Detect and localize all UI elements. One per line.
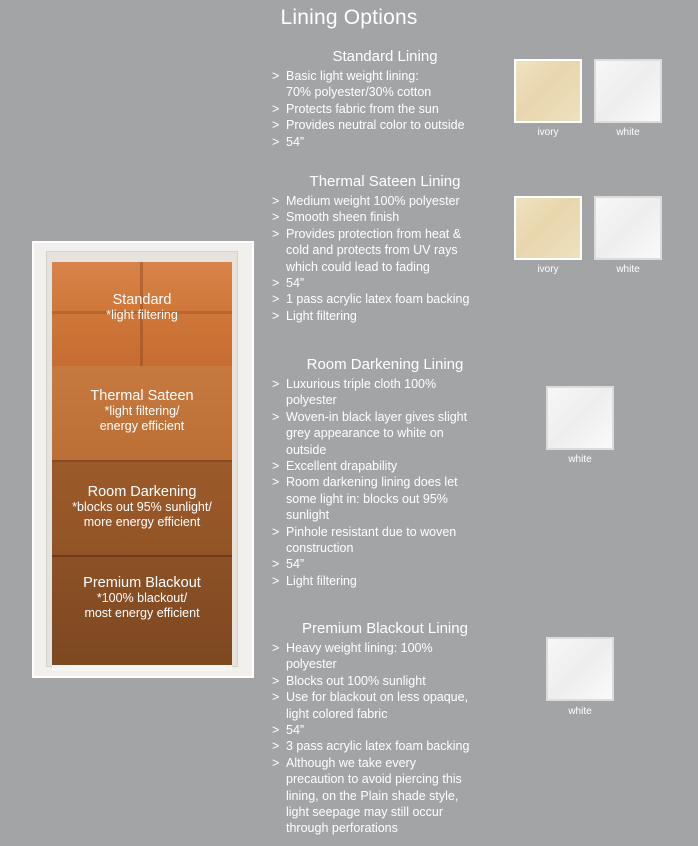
bullet-item: > Light filtering [272,308,469,324]
bullet-list-standard [272,68,465,150]
swatch-label: ivory [537,264,559,275]
band-standard [52,262,232,366]
bullet-item: > Basic light weight lining: 70% polyester/30% cotton [272,68,465,101]
bullet-item: > Protects fabric from the sun [272,101,465,117]
band-subtitle: more energy efficient [83,515,201,529]
shade-fold [52,460,232,462]
bullet-item: > 54” [272,275,469,291]
bullet-item: > Pinhole resistant due to woven construction [272,524,467,557]
section-heading-thermal-sateen: Thermal Sateen Lining [309,173,461,190]
swatch-label: white [616,264,640,275]
shade-fold [52,555,232,557]
bullet-item: > Woven-in black layer gives slight grey appearance to white on outside [272,409,467,458]
bullet-list-room-darkening [272,376,467,589]
shade-illustration [52,262,232,665]
page-title: Lining Options [280,6,418,29]
swatch-label: white [568,454,592,465]
bullet-item: > 1 pass acrylic latex foam backing [272,291,469,307]
bullet-item: > Excellent drapability [272,458,467,474]
swatch-label: white [616,127,640,138]
swatch-label: ivory [537,127,559,138]
band-title: Standard [112,292,172,308]
bullet-item: > 3 pass acrylic latex foam backing [272,738,469,754]
bullet-item: > Although we take every precaution to avoid piercing this lining, on the Plain shade style, light seepage may still occur through perforations [272,755,469,837]
bullet-item: > Room darkening lining does let some light in: blocks out 95% sunlight [272,474,467,523]
band-subtitle: energy efficient [99,419,185,433]
bullet-item: > 54” [272,556,467,572]
bullet-item: > Use for blackout on less opaque, light colored fabric [272,689,469,722]
swatch-white [594,196,662,260]
bullet-item: > Provides neutral color to outside [272,117,465,133]
swatch-label: white [568,706,592,717]
bullet-item: > Provides protection from heat & cold and protects from UV rays which could lead to fading [272,226,469,275]
band-subtitle: *100% blackout/ [96,591,188,605]
swatch-white [546,386,614,450]
bullet-item: > Light filtering [272,573,467,589]
bullet-list-premium-blackout [272,640,469,837]
bullet-item: > Heavy weight lining: 100% polyester [272,640,469,673]
swatch-ivory [514,196,582,260]
band-premium-blackout [52,555,232,665]
bullet-list-thermal-sateen [272,193,469,324]
band-room-darkening [52,460,232,555]
band-title: Thermal Sateen [90,388,194,404]
bullet-item: > Medium weight 100% polyester [272,193,469,209]
swatch-white [546,637,614,701]
section-heading-room-darkening: Room Darkening Lining [306,356,464,373]
section-heading-standard: Standard Lining [332,48,438,65]
swatch-ivory [514,59,582,123]
bullet-item: > 54” [272,134,465,150]
bullet-item: > Blocks out 100% sunlight [272,673,469,689]
band-subtitle: *blocks out 95% sunlight/ [72,500,212,514]
section-heading-premium-blackout: Premium Blackout Lining [302,620,468,637]
band-subtitle: *light filtering/ [104,404,180,418]
band-thermal-sateen [52,366,232,460]
band-title: Room Darkening [87,484,197,500]
window-sill [52,665,232,671]
swatch-white [594,59,662,123]
band-subtitle: most energy efficient [84,606,200,620]
bullet-item: > Luxurious triple cloth 100% polyester [272,376,467,409]
bullet-item: > Smooth sheen finish [272,209,469,225]
band-title: Premium Blackout [83,575,201,591]
bullet-item: > 54” [272,722,469,738]
band-subtitle: *light filtering [106,308,178,322]
